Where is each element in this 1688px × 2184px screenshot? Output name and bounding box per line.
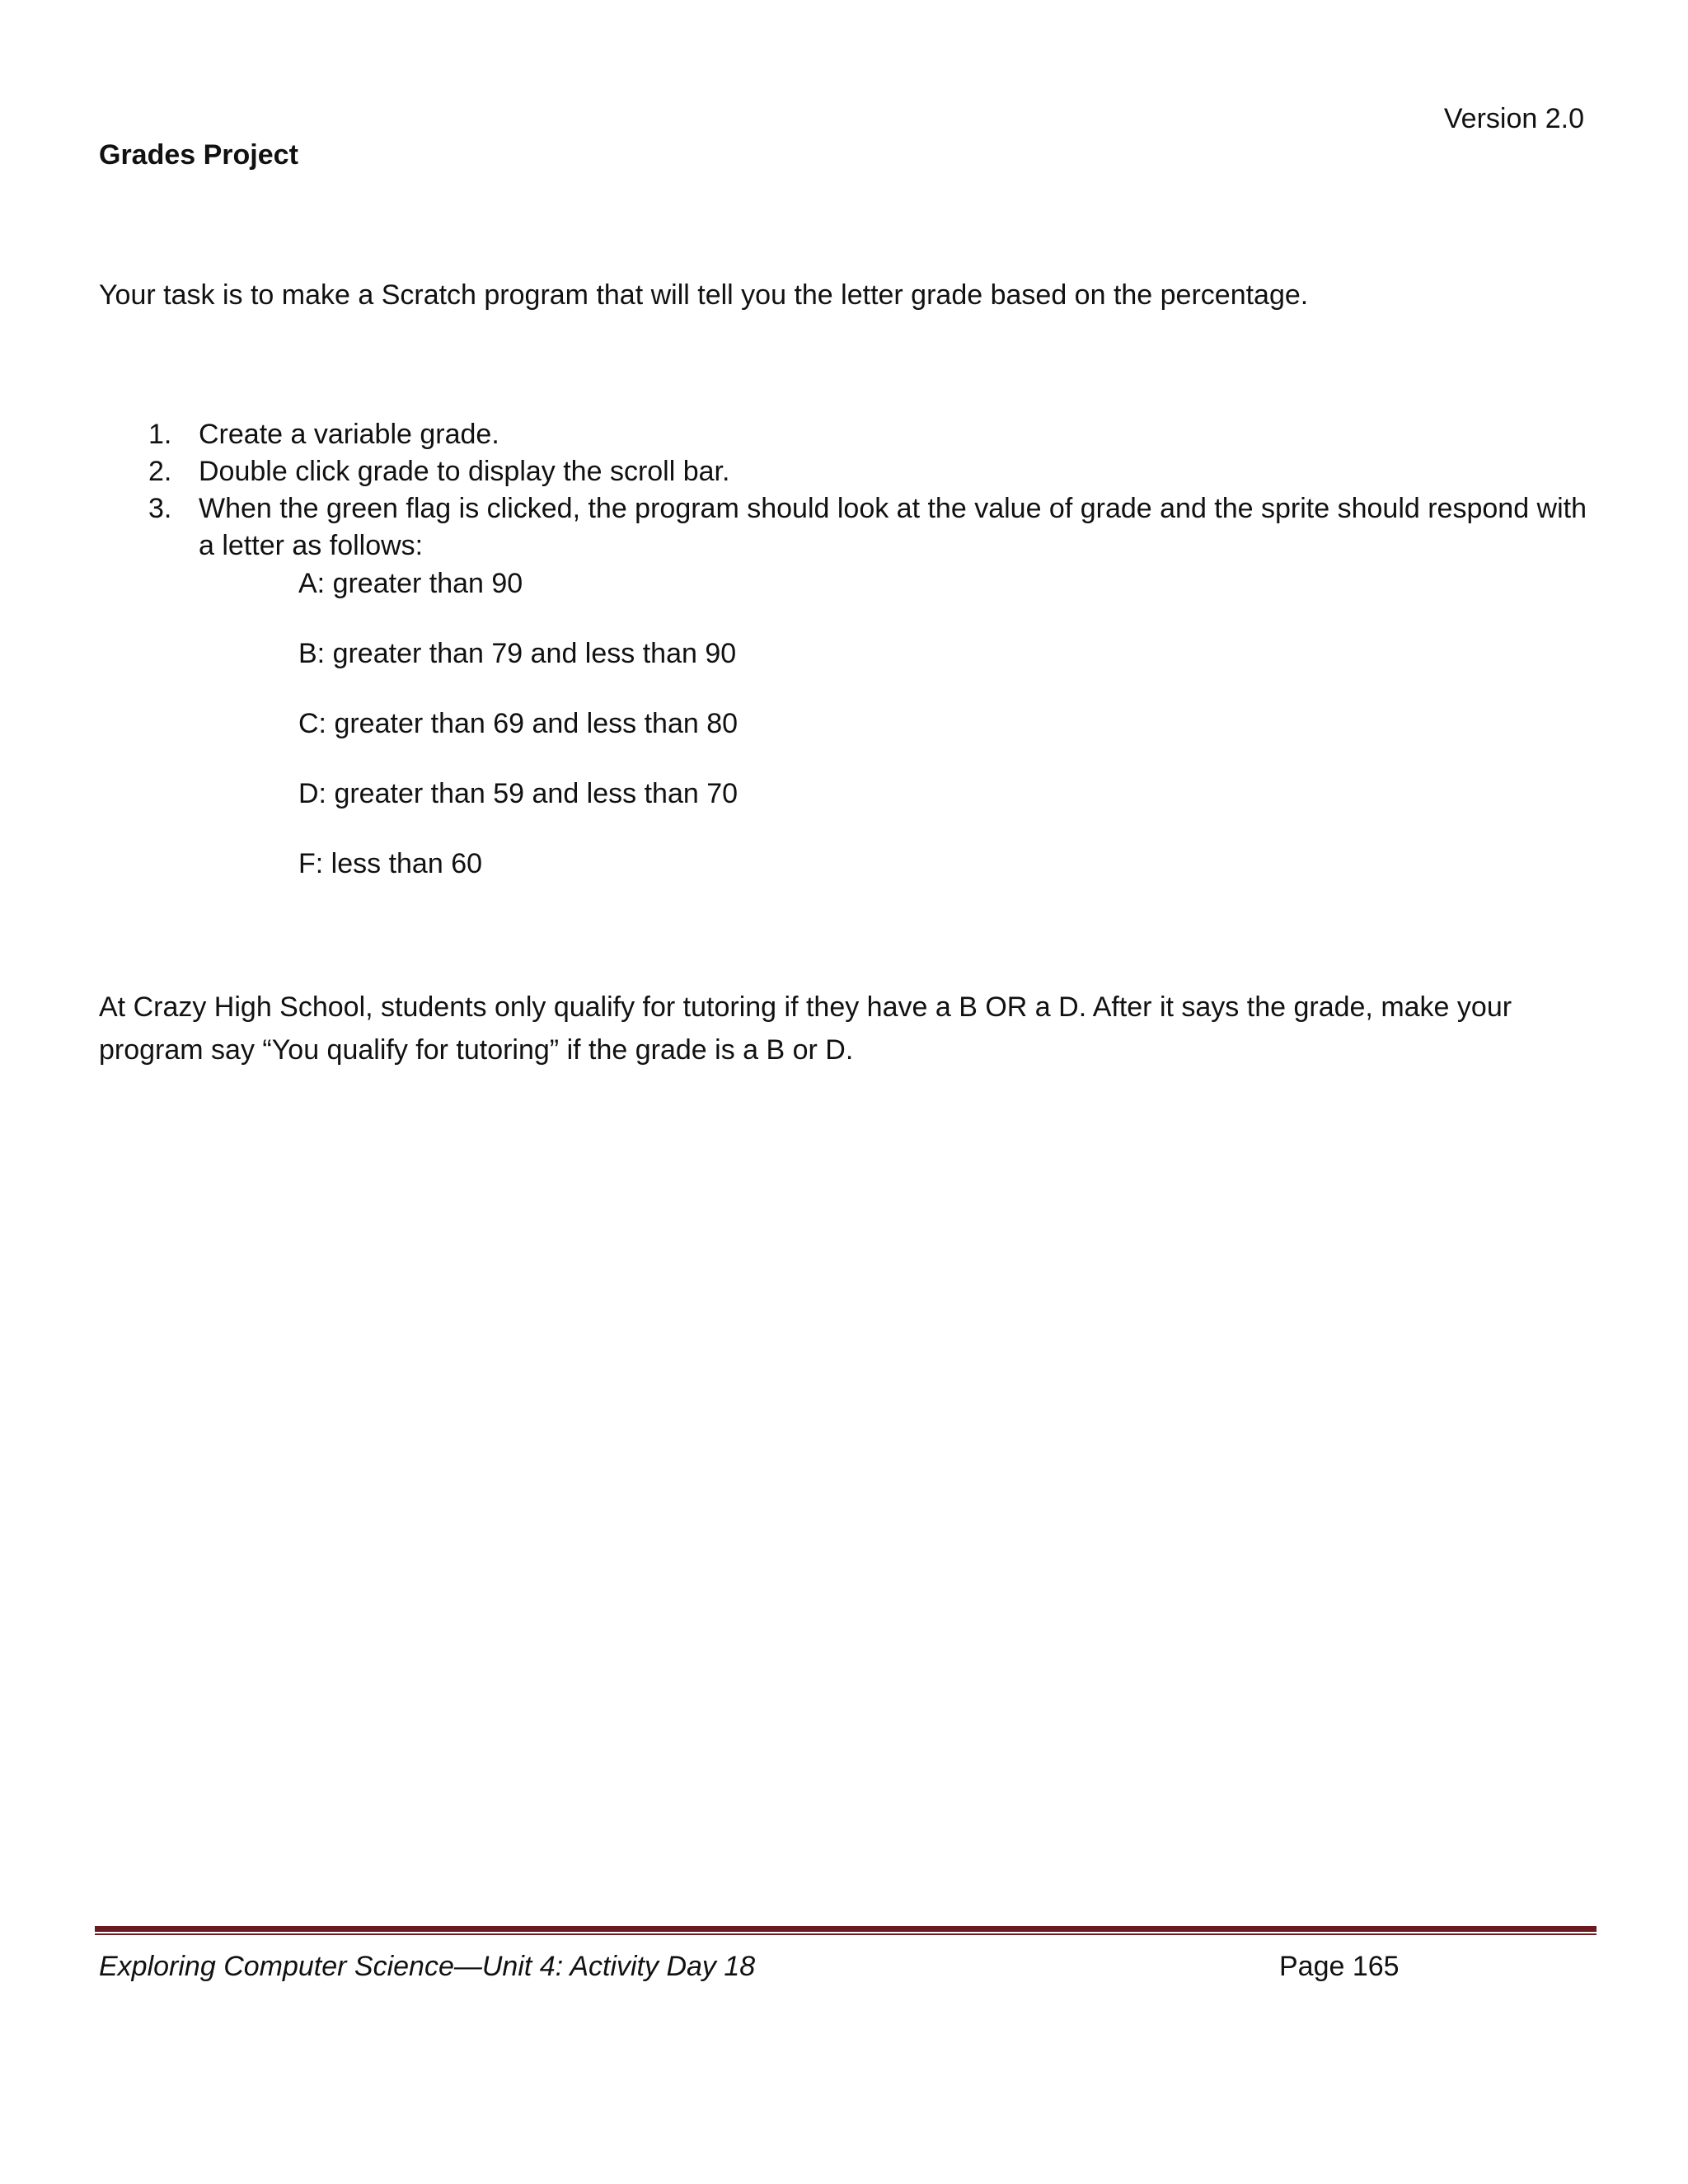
- footer-divider: [95, 1926, 1597, 1936]
- step-number: 3.: [148, 493, 172, 524]
- grade-criterion: D: greater than 59 and less than 70: [298, 778, 738, 809]
- footer-course-title: Exploring Computer Science—Unit 4: Activity Day 18: [99, 1951, 756, 1982]
- step-number: 1.: [148, 419, 172, 450]
- tutoring-paragraph: At Crazy High School, students only qualify for tutoring if they have a B OR a D. After it says the grade, make your program say “You qualify for tutoring” if the grade is a B or D.: [99, 991, 1512, 1066]
- step-number: 2.: [148, 456, 172, 487]
- intro-paragraph: Your task is to make a Scratch program that will tell you the letter grade based on the percentage.: [99, 279, 1309, 311]
- steps-list: [99, 416, 1591, 565]
- footer-divider-thick: [95, 1926, 1597, 1932]
- grade-criterion: B: greater than 79 and less than 90: [298, 638, 737, 669]
- step-text: Create a variable grade.: [199, 419, 499, 450]
- page-title: Grades Project: [99, 139, 298, 171]
- footer-page-number: Page 165: [1279, 1951, 1400, 1982]
- list-item: [99, 490, 1591, 565]
- version-label: Version 2.0: [1443, 103, 1584, 134]
- step-text: When the green flag is clicked, the program should look at the value of grade and the sprite should respond with a letter as follows:: [199, 493, 1587, 561]
- list-item: [99, 416, 1591, 453]
- grade-criteria-list: [298, 565, 1287, 916]
- footer-divider-thin: [95, 1933, 1597, 1935]
- grade-criterion: F: less than 60: [298, 848, 483, 879]
- grade-criterion: A: greater than 90: [298, 568, 523, 599]
- step-text: Double click grade to display the scroll bar.: [199, 456, 730, 487]
- list-item: [99, 453, 1591, 490]
- grade-criterion: C: greater than 69 and less than 80: [298, 708, 738, 739]
